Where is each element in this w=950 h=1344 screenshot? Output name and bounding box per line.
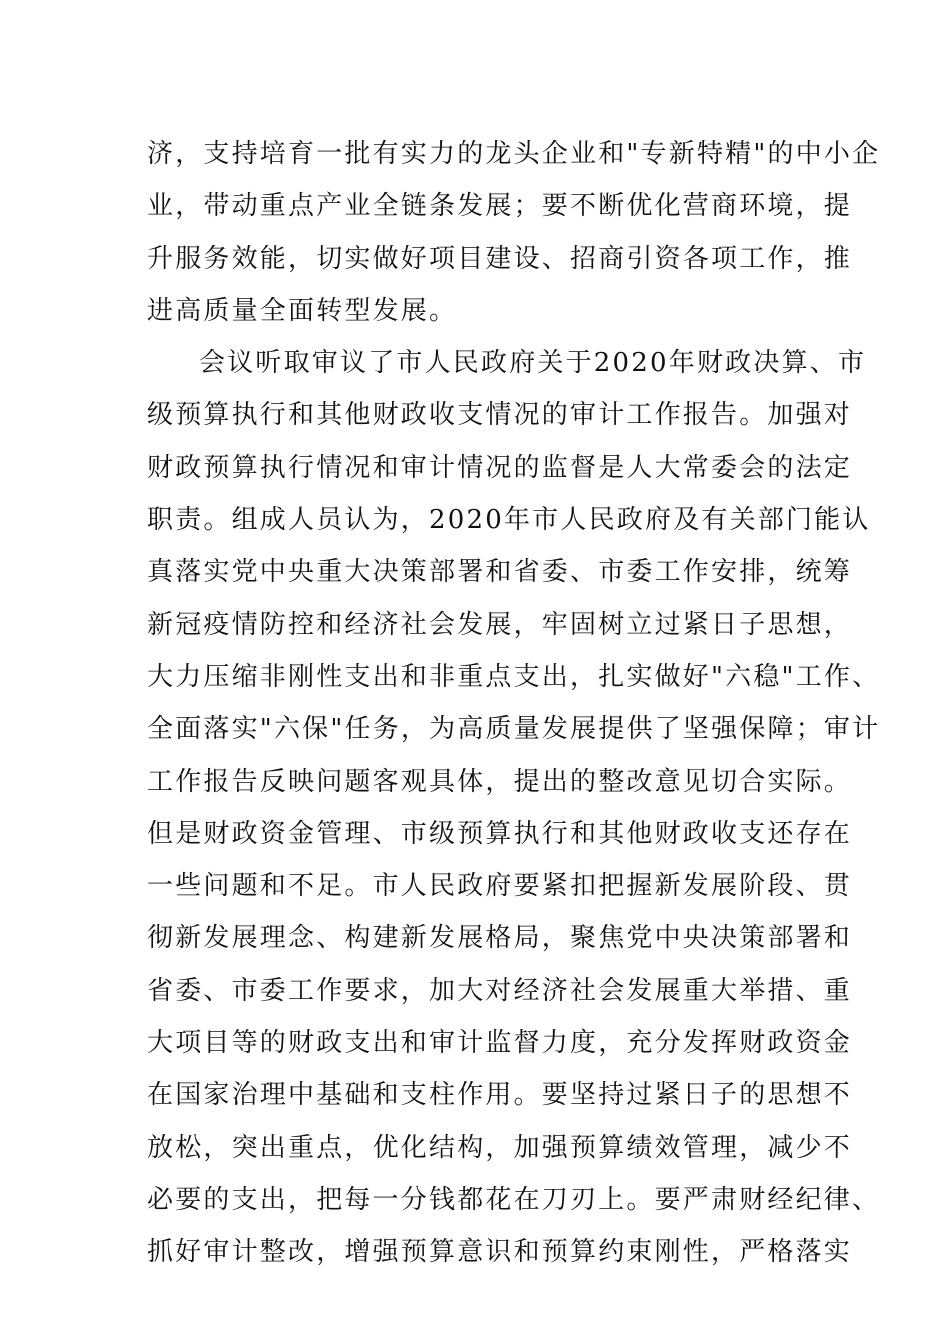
- text-line: 全面落实"六保"任务，为高质量发展提供了坚强保障；审计: [147, 714, 881, 745]
- text-line: 一些问题和不足。市人民政府要紧扣把握新发展阶段、贯: [147, 871, 853, 902]
- text-line: 省委、市委工作要求，加大对经济社会发展重大举措、重: [147, 975, 853, 1006]
- text-line: 但是财政资金管理、市级预算执行和其他财政收支还存在: [147, 818, 853, 849]
- text-line: 真落实党中央重大决策部署和省委、市委工作安排，统筹: [147, 557, 853, 588]
- text-line: 级预算执行和其他财政收支情况的审计工作报告。加强对: [147, 400, 853, 431]
- text-line: 工作报告反映问题客观具体，提出的整改意见切合实际。: [147, 766, 853, 797]
- text-line: 大力压缩非刚性支出和非重点支出，扎实做好"六稳"工作、: [147, 661, 881, 692]
- text-line: 在国家治理中基础和支柱作用。要坚持过紧日子的思想不: [147, 1080, 853, 1111]
- text-line: 大项目等的财政支出和审计监督力度，充分发挥财政资金: [147, 1028, 853, 1059]
- text-line: 彻新发展理念、构建新发展格局，聚焦党中央决策部署和: [147, 923, 853, 954]
- text-line: 进高质量全面转型发展。: [147, 295, 458, 326]
- text-line: 职责。组成人员认为，2020年市人民政府及有关部门能认: [147, 505, 871, 536]
- text-line: 升服务效能，切实做好项目建设、招商引资各项工作，推: [147, 243, 853, 274]
- text-line: 济，支持培育一批有实力的龙头企业和"专新特精"的中小企: [147, 139, 881, 169]
- paragraph-start-line: 会议听取审议了市人民政府关于2020年财政决算、市: [199, 348, 867, 379]
- text-line: 必要的支出，把每一分钱都花在刀刃上。要严肃财经纪律、: [147, 1184, 881, 1215]
- text-line: 业，带动重点产业全链条发展；要不断优化营商环境，提: [147, 191, 853, 222]
- text-line: 抓好审计整改，增强预算意识和预算约束刚性，严格落实: [147, 1237, 853, 1268]
- body-text: [147, 128, 881, 1279]
- text-line: 新冠疫情防控和经济社会发展，牢固树立过紧日子思想，: [147, 609, 853, 640]
- text-line: 放松，突出重点，优化结构，加强预算绩效管理，减少不: [147, 1132, 853, 1163]
- text-line: 财政预算执行情况和审计情况的监督是人大常委会的法定: [147, 452, 853, 483]
